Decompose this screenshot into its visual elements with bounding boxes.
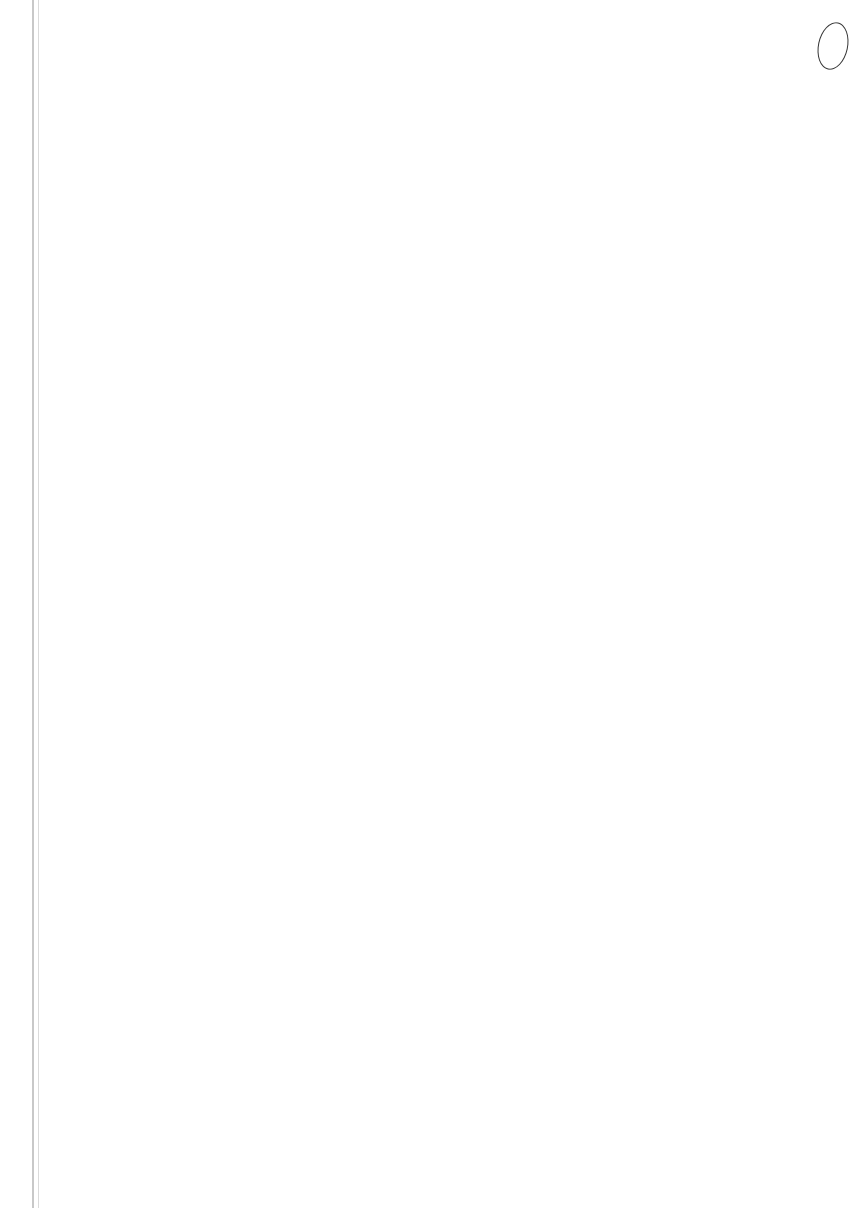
binding-edge	[32, 0, 34, 1208]
page-number-mark	[813, 19, 852, 72]
binding-edge-inner	[38, 0, 39, 1208]
